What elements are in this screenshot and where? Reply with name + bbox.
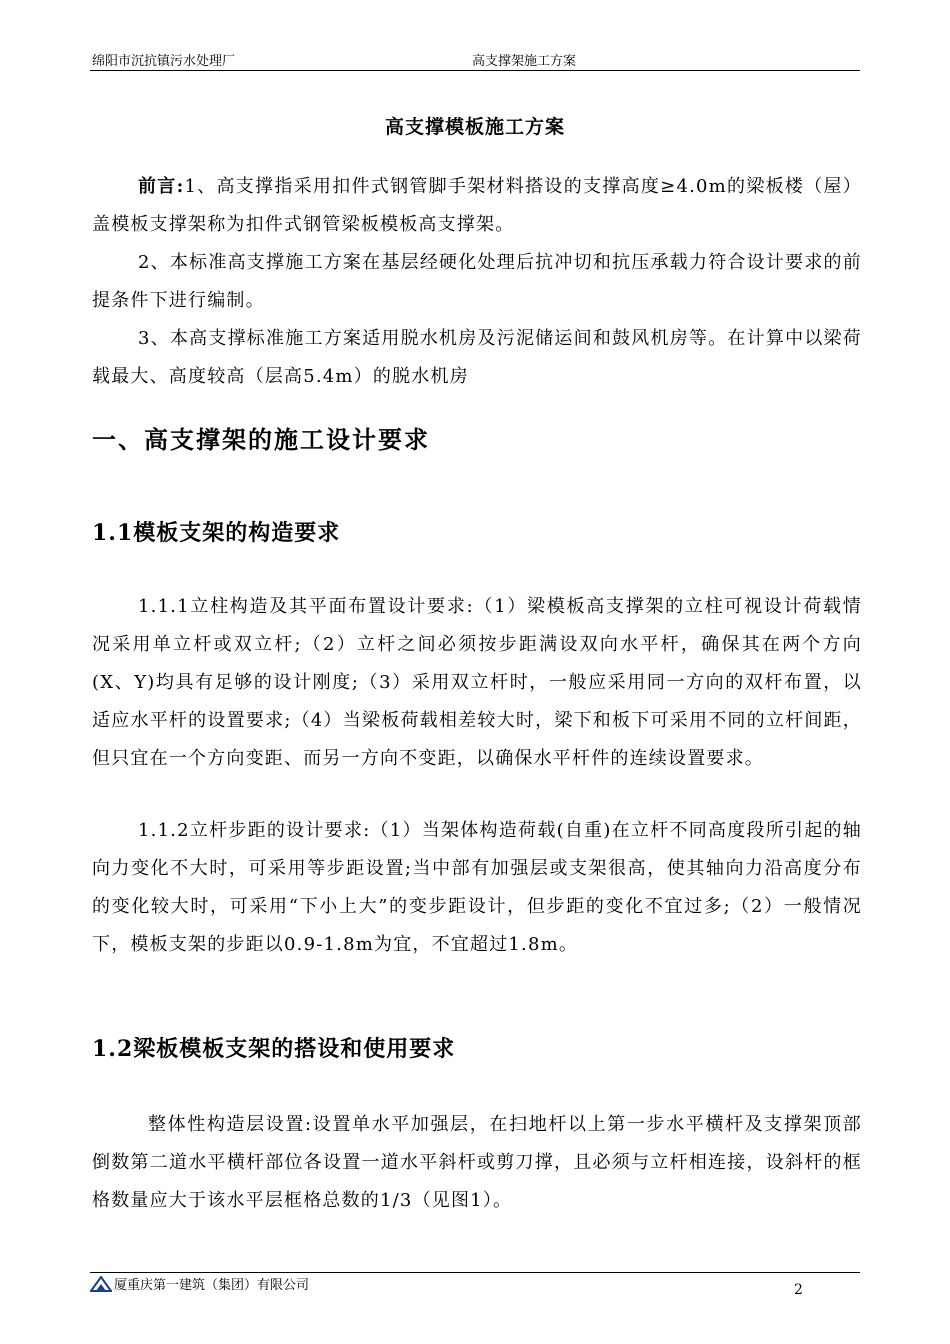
preface-label: 前言:	[138, 176, 185, 197]
footer-divider	[90, 1272, 860, 1273]
header-document-name: 高支撑架施工方案	[472, 54, 577, 69]
header-project-name: 绵阳市沉抗镇污水处理厂	[92, 54, 236, 69]
page-number: 2	[794, 1282, 803, 1298]
section-1-1-paragraph-2: 1.1.2立杆步距的设计要求:（1）当架体构造荷载(自重)在立杆不同高度段所引起的轴向力变化不大时，可采用等步距设置;当中部有加强层或支架很高，使其轴向力沿高度分布的变化较大时，可采用“下小上大”的变步距设计，但步距的变化不宜过多;（2）一般情况下，模板支架的步距以0.9-1.8m为宜，不宜超过1.8m。	[92, 820, 862, 955]
document-title: 高支撑模板施工方案	[384, 116, 565, 138]
section-1-2-heading: 1.2梁板模板支架的搭设和使用要求	[92, 1036, 456, 1062]
preface-paragraph-3: 3、本高支撑标准施工方案适用脱水机房及污泥储运间和鼓风机房等。在计算中以梁荷载最大、高度较高（层高5.4m）的脱水机房	[92, 328, 862, 387]
header-divider	[90, 70, 860, 71]
section-1-2-paragraph-1: 整体性构造层设置:设置单水平加强层，在扫地杆以上第一步水平横杆及支撑架顶部倒数第二道水平横杆部位各设置一道水平斜杆或剪刀撑，且必须与立杆相连接，设斜杆的框格数量应大于该水平层框格总数的1/3（见图1）。	[92, 1114, 862, 1211]
page-header	[92, 50, 858, 72]
section-1-1-heading: 1.1模板支架的构造要求	[92, 520, 341, 546]
company-logo-icon	[90, 1276, 112, 1292]
preface-paragraph-2: 2、本标准高支撑施工方案在基层经硬化处理后抗冲切和抗压承载力符合设计要求的前提条件下进行编制。	[92, 252, 862, 311]
preface-text-1: 1、高支撑指采用扣件式钢管脚手架材料搭设的支撑高度≥4.0m的梁板楼（屋）盖模板支撑架称为扣件式钢管梁板模板高支撑架。	[92, 176, 862, 235]
section-1-1-paragraph-1: 1.1.1立柱构造及其平面布置设计要求:（1）梁模板高支撑架的立柱可视设计荷载情况采用单立杆或双立杆;（2）立杆之间必须按步距满设双向水平杆，确保其在两个方向(X、Y)均具有足够的设计刚度;（3）采用双立杆时，一般应采用同一方向的双杆布置，以适应水平杆的设置要求;（4）当梁板荷载相差较大时，梁下和板下可采用不同的立杆间距，但只宜在一个方向变距、而另一方向不变距，以确保水平杆件的连续设置要求。	[92, 596, 862, 769]
section-1-heading: 一、高支撑架的施工设计要求	[92, 425, 430, 454]
footer-company-name: 厦重庆第一建筑（集团）有限公司	[114, 1278, 310, 1293]
preface-paragraph-1	[92, 168, 862, 244]
page-footer	[90, 1274, 309, 1293]
